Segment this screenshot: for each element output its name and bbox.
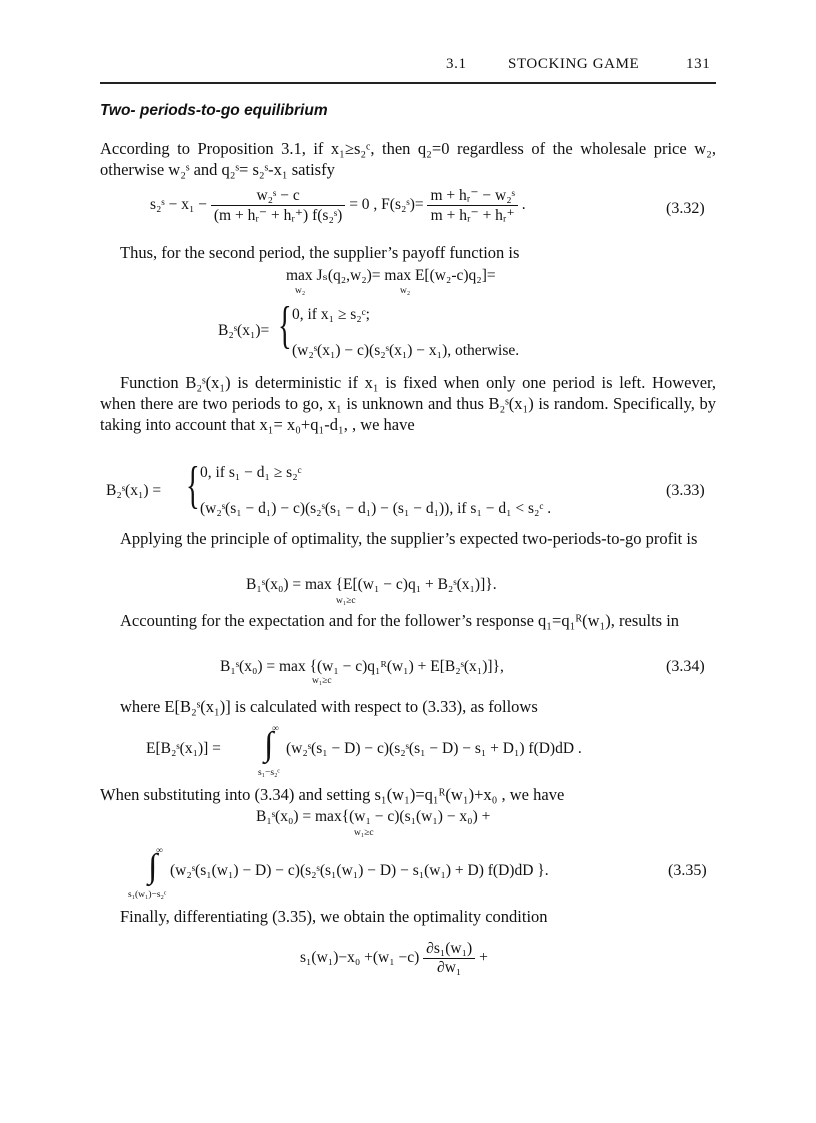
paragraph-where: where E[B₂ˢ(x₁)] is calculated with respect to (3.33), as follows	[120, 697, 538, 716]
equation-3-34	[220, 658, 504, 676]
left-brace: {	[186, 457, 200, 514]
equation-3-35-line-1: B₁ˢ(x₀) = max{(w₁ − c)(s₁(w₁) − x₀) +	[256, 808, 491, 825]
b2-s-lhs: B₂ˢ(x₁) =	[106, 482, 162, 499]
integral-sign: ∫	[148, 848, 158, 885]
eq-middle: = 0 , F(s₂ˢ)=	[349, 196, 424, 214]
b1-rhs: {(w₁ − c)q₁ᴿ(w₁) + E[B₂ˢ(x₁)]},	[309, 658, 504, 675]
fraction-2	[427, 186, 517, 225]
eq-lead: s₂ˢ − x₁ −	[150, 196, 207, 214]
paragraph-deterministic: Function B₂ˢ(x₁) is deterministic if x₁ is fixed when only one period is left. However, when there are two periods to go, x₁ is unknown and thus B₂ˢ(x₁) is random. Specifically, by taking into account that x₁= x₀+q₁-d₁, , we have	[100, 373, 716, 434]
b1-max: B₁ˢ(x₀) = max	[220, 658, 306, 675]
equation-3-35-line-2: (w₂ˢ(s₁(w₁) − D) − c)(s₂ˢ(s₁(w₁) − D) − s₁(w₁) + D) f(D)dD }.	[170, 862, 549, 879]
eq333-case-1: 0, if s₁ − d₁ ≥ s₂ᶜ	[200, 464, 302, 481]
integral-sign: ∫	[264, 726, 274, 763]
integral-upper-limit: ∞	[272, 724, 279, 734]
integral-lower-limit: s₁−s₂ᶜ	[258, 768, 280, 778]
optimality-condition	[300, 940, 488, 977]
b1-rhs: {E[(w₁ − c)q₁ + B₂ˢ(x₁)]}.	[335, 576, 497, 593]
max-subscript: w₁≥c	[312, 676, 332, 686]
b1-max: B₁ˢ(x₀) = max	[246, 576, 332, 593]
b1-lhs	[246, 576, 497, 594]
paragraph-optimality: Applying the principle of optimality, the supplier’s expected two-periods-to-go profit is	[120, 529, 698, 548]
condition-lead: s₁(w₁)−x₀ +(w₁ −c)	[300, 949, 420, 967]
max-subscript: w₁≥c	[336, 596, 356, 606]
equation-number: (3.33)	[666, 482, 705, 499]
max-subscript: w₂	[400, 286, 411, 296]
equation-number: (3.35)	[668, 862, 707, 879]
paragraph-response: Accounting for the expectation and for the follower’s response q₁=q₁ᴿ(w₁), results in	[120, 611, 680, 630]
equation-number: (3.34)	[666, 658, 705, 675]
max-subscript: w₂	[295, 286, 306, 296]
denominator: (m + hᵣ⁻ + hᵣ⁺) f(s₂ˢ)	[211, 205, 345, 225]
b2-case-2: (w₂ˢ(x₁) − c)(s₂ˢ(x₁) − x₁), otherwise.	[292, 342, 520, 359]
equation-3-32	[150, 186, 526, 225]
eq333-case-2: (w₂ˢ(s₁ − d₁) − c)(s₂ˢ(s₁ − d₁) − (s₁ − d₁)), if s₁ − d₁ < s₂ᶜ .	[200, 500, 552, 517]
integral-upper-limit: ∞	[156, 846, 163, 856]
b2-lhs: B₂ˢ(x₁)=	[218, 322, 270, 339]
condition-tail: +	[479, 949, 488, 967]
equation-max-payoff: max Jₛ(q₂,w₂)= max E[(w₂-c)q₂]=	[286, 267, 496, 284]
eq-tail: .	[521, 196, 526, 214]
running-title: STOCKING GAME	[508, 56, 640, 72]
max-subscript: w₁≥c	[354, 828, 374, 838]
denominator: ∂w₁	[423, 958, 475, 977]
paragraph-second-period: Thus, for the second period, the supplier’s payoff function is	[120, 243, 520, 262]
expectation-lhs: E[B₂ˢ(x₁)] =	[146, 740, 221, 757]
left-brace: {	[278, 297, 292, 354]
integral-lower-limit: s₁(w₁)−s₂ᶜ	[128, 890, 167, 900]
derivative-fraction	[423, 940, 475, 977]
denominator: m + hᵣ⁻ + hᵣ⁺	[427, 205, 517, 225]
header-rule	[100, 82, 716, 84]
section-title: Two- periods-to-go equilibrium	[100, 102, 328, 119]
fraction-1	[211, 187, 345, 225]
paragraph-substituting: When substituting into (3.34) and setting s₁(w₁)=q₁ᴿ(w₁)+x₀ , we have	[100, 785, 565, 804]
page-number: 131	[686, 56, 711, 72]
paragraph-finally: Finally, differentiating (3.35), we obtain the optimality condition	[120, 907, 548, 926]
equation-number: (3.32)	[666, 200, 705, 217]
b2-case-1: 0, if x₁ ≥ s₂ᶜ;	[292, 306, 370, 323]
section-number: 3.1	[446, 56, 467, 72]
expectation-integrand: (w₂ˢ(s₁ − D) − c)(s₂ˢ(s₁ − D) − s₁ + D₁) f(D)dD .	[286, 740, 582, 757]
numerator: w₂ˢ − c	[256, 186, 300, 204]
numerator: m + hᵣ⁻ − w₂ˢ	[430, 187, 515, 204]
numerator: ∂s₁(w₁)	[426, 940, 473, 957]
paragraph-intro: According to Proposition 3.1, if x₁≥s₂ᶜ, then q₂=0 regardless of the wholesale price w₂, otherwise w₂ˢ and q₂ˢ= s₂ˢ-x₁ satisfy	[100, 139, 716, 179]
